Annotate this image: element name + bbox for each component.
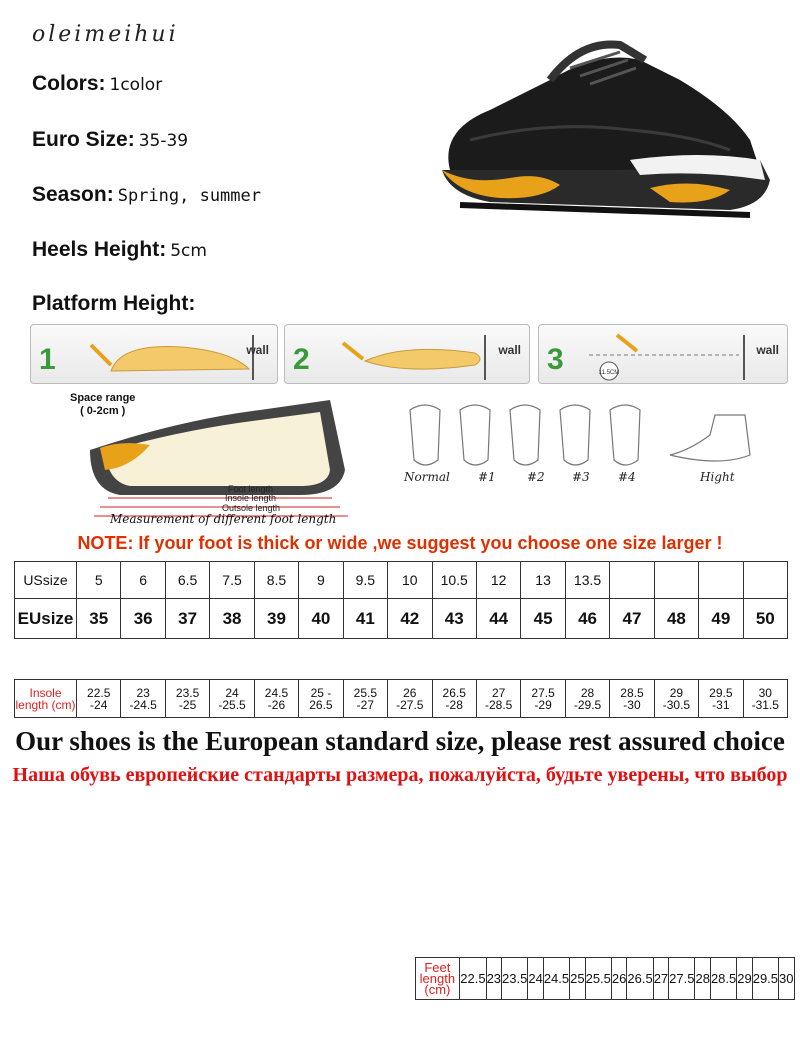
row-header: USsize	[15, 562, 77, 599]
us-cell: 12	[476, 562, 520, 599]
brand-logo: oleimeihui	[32, 22, 179, 47]
measure-step-3	[538, 324, 788, 384]
insole-cell: 22.5 -24	[77, 680, 121, 718]
feet-cell: 24	[528, 957, 543, 999]
eu-cell: 38	[210, 599, 254, 639]
insole-cell: 25 - 26.5	[299, 680, 343, 718]
feet-cell: 25	[570, 957, 585, 999]
eu-cell: 37	[165, 599, 209, 639]
space-range-value: ( 0-2cm )	[80, 405, 126, 417]
feet-cell: 29	[737, 957, 752, 999]
spec-value: Spring, summer	[117, 186, 261, 206]
measure-step-1	[30, 324, 278, 384]
spec-euro-size	[32, 128, 188, 152]
measure-step-2	[284, 324, 530, 384]
spec-value: 1color	[109, 75, 163, 95]
eu-size-row	[15, 599, 788, 639]
feet-cell: 27	[653, 957, 668, 999]
eu-cell: 45	[521, 599, 565, 639]
feet-cell: 30	[779, 957, 794, 999]
spec-heels-height	[32, 238, 207, 262]
step-number: 1	[39, 343, 56, 376]
feet-length-row	[415, 957, 795, 1057]
feet-cell: 28	[695, 957, 710, 999]
eu-cell: 48	[654, 599, 698, 639]
insole-cell: 27 -28.5	[476, 680, 520, 718]
us-cell: 7.5	[210, 562, 254, 599]
ruler-label: 11.5CM	[598, 370, 620, 376]
feet-cell: 26.5	[627, 957, 653, 999]
foot-length-label: Foot length	[228, 484, 274, 494]
footer-english: Our shoes is the European standard size, please rest assured choice	[15, 726, 785, 756]
spec-label: Platform Height:	[32, 292, 196, 315]
insole-cell: 28.5 -30	[610, 680, 654, 718]
eu-cell: 41	[343, 599, 387, 639]
wall-label: wall	[246, 343, 269, 357]
row-header: Insole length (cm)	[15, 680, 77, 718]
step-number: 2	[293, 343, 310, 376]
feet-cell: 22.5	[460, 957, 486, 999]
foot-on-paper-icon	[31, 325, 279, 385]
foot-type-label: #3	[572, 470, 590, 484]
us-cell: 6	[121, 562, 165, 599]
us-cell	[654, 562, 698, 599]
row-header: EUsize	[15, 599, 77, 639]
spec-value: 5cm	[170, 241, 207, 261]
us-cell: 13.5	[565, 562, 609, 599]
us-cell: 9.5	[343, 562, 387, 599]
spec-label: Season:	[32, 183, 114, 206]
space-range-label	[70, 392, 135, 418]
insole-length-label: Insole length	[225, 493, 277, 503]
eu-cell: 39	[254, 599, 298, 639]
feet-cell: 25.5	[585, 957, 611, 999]
space-range-title: Space range	[70, 392, 136, 404]
row-header: Feet length (cm)	[415, 957, 460, 999]
feet-cell: 27.5	[669, 957, 695, 999]
wall-label: wall	[498, 343, 521, 357]
eu-cell: 43	[432, 599, 476, 639]
eu-cell: 40	[299, 599, 343, 639]
sneaker-image	[430, 20, 780, 240]
us-cell: 9	[299, 562, 343, 599]
outsole-length-label: Outsole length	[222, 503, 281, 513]
size-note: NOTE: If your foot is thick or wide ,we suggest you choose one size larger !	[77, 533, 723, 553]
foot-type-label: #4	[618, 470, 636, 484]
us-cell: 13	[521, 562, 565, 599]
eu-cell: 44	[476, 599, 520, 639]
wall-label: wall	[756, 343, 779, 357]
foot-top-view-icon	[285, 325, 531, 385]
us-cell: 8.5	[254, 562, 298, 599]
eu-cell: 42	[388, 599, 432, 639]
insole-cell: 28 -29.5	[565, 680, 609, 718]
us-cell: 10.5	[432, 562, 476, 599]
spec-colors	[32, 72, 162, 96]
insole-cell: 30 -31.5	[743, 680, 787, 718]
insole-cell: 27.5 -29	[521, 680, 565, 718]
feet-cell: 23	[486, 957, 501, 999]
insole-cell: 26.5 -28	[432, 680, 476, 718]
eu-cell: 47	[610, 599, 654, 639]
insole-cell: 29 -30.5	[654, 680, 698, 718]
insole-cell: 29.5 -31	[699, 680, 743, 718]
foot-type-label: Normal	[404, 470, 450, 484]
us-cell	[610, 562, 654, 599]
eu-cell: 36	[121, 599, 165, 639]
feet-cell: 26	[611, 957, 626, 999]
spec-label: Colors:	[32, 72, 106, 95]
footer-russian: Наша обувь европейские стандарты размера, пожалуйста, будьте уверены, что выбор	[12, 764, 788, 786]
feet-cell: 23.5	[502, 957, 528, 999]
spec-label: Heels Height:	[32, 238, 167, 261]
spec-season	[32, 183, 261, 207]
us-cell: 10	[388, 562, 432, 599]
insole-cell: 23 -24.5	[121, 680, 165, 718]
insole-cell: 24 -25.5	[210, 680, 254, 718]
measurement-caption: Measurement of different foot length	[110, 512, 337, 526]
insole-cell: 26 -27.5	[388, 680, 432, 718]
insole-cell: 24.5 -26	[254, 680, 298, 718]
us-cell	[743, 562, 787, 599]
foot-type-label: Hight	[700, 470, 735, 484]
eu-cell: 35	[77, 599, 121, 639]
spec-label: Euro Size:	[32, 128, 135, 151]
us-cell	[699, 562, 743, 599]
insole-length-row	[15, 680, 788, 718]
spec-platform-height	[32, 292, 199, 316]
feet-cell: 29.5	[752, 957, 778, 999]
insole-cell: 25.5 -27	[343, 680, 387, 718]
eu-cell: 50	[743, 599, 787, 639]
us-cell: 6.5	[165, 562, 209, 599]
ruler-icon	[539, 325, 789, 385]
feet-cell: 28.5	[710, 957, 736, 999]
eu-cell: 49	[699, 599, 743, 639]
insole-cell: 23.5 -25	[165, 680, 209, 718]
feet-cell: 24.5	[543, 957, 569, 999]
eu-cell: 46	[565, 599, 609, 639]
foot-type-label: #1	[478, 470, 496, 484]
step-number: 3	[547, 343, 564, 376]
us-cell: 5	[77, 562, 121, 599]
spec-value: 35-39	[138, 131, 189, 151]
us-size-row	[15, 562, 788, 599]
foot-type-label: #2	[527, 470, 545, 484]
